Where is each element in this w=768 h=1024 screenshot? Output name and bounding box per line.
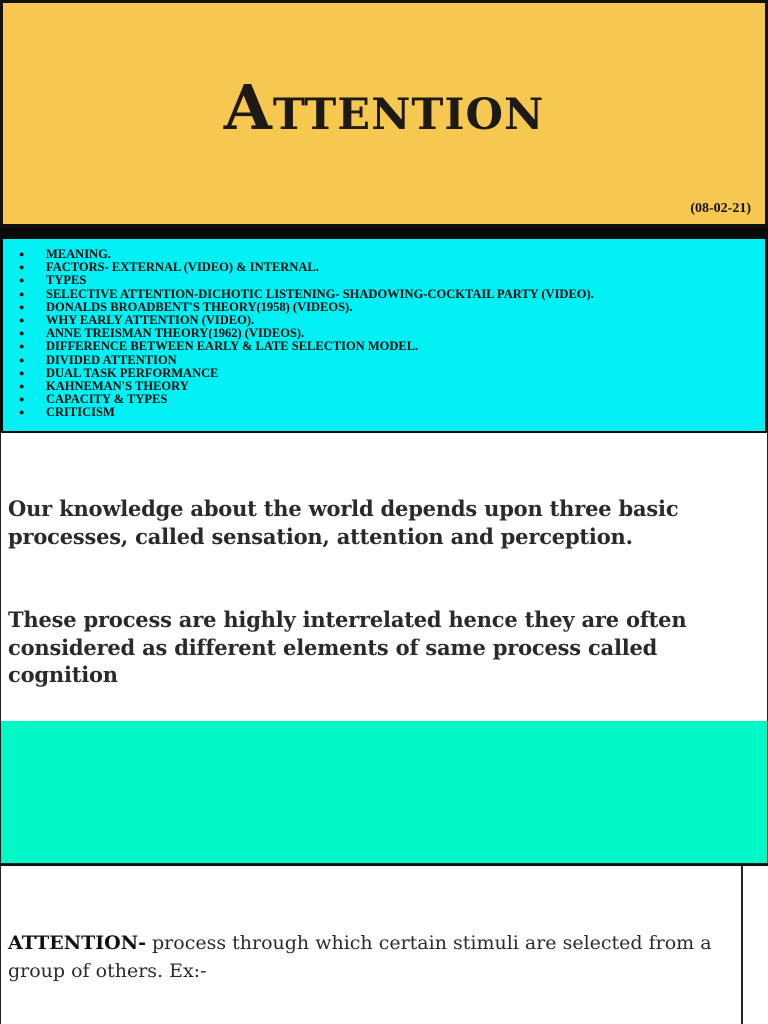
agenda-item: ● KAHNEMAN'S THEORY bbox=[19, 378, 189, 393]
agenda-item: ● DIFFERENCE BETWEEN EARLY & LATE SELECTION MODEL. bbox=[19, 339, 419, 354]
agenda-item: ● CAPACITY & TYPES bbox=[19, 392, 168, 407]
agenda-slide bbox=[0, 236, 768, 434]
bullet-icon: ● bbox=[19, 341, 25, 352]
bullet-icon: ● bbox=[19, 407, 25, 418]
bullet-icon: ● bbox=[19, 380, 25, 391]
intro-paragraph: Our knowledge about the world depends upon three basic processes, called sensation, attention and perception. bbox=[8, 496, 679, 549]
agenda-item: ● SELECTIVE ATTENTION-DICHOTIC LISTENING- SHADOWING-COCKTAIL PARTY (VIDEO). bbox=[19, 286, 594, 301]
title-slide bbox=[0, 0, 768, 228]
agenda-item: ● MEANING. bbox=[19, 247, 111, 261]
bullet-icon: ● bbox=[19, 288, 25, 299]
definition-body: process through which certain stimuli are selected from a group of others. Ex:- bbox=[8, 932, 712, 982]
bullet-icon: ● bbox=[19, 328, 25, 339]
page-title: Attention bbox=[223, 71, 545, 144]
bullet-icon: ● bbox=[19, 262, 25, 273]
intro-slide bbox=[0, 433, 768, 721]
bullet-icon: ● bbox=[19, 354, 25, 365]
bullet-icon: ● bbox=[19, 301, 25, 312]
agenda-item: ● DIVIDED ATTENTION bbox=[19, 352, 177, 367]
bullet-icon: ● bbox=[19, 314, 25, 325]
definition-slide bbox=[0, 866, 743, 1024]
agenda-item: ● DONALDS BROADBENT'S THEORY(1958) (VIDEOS). bbox=[19, 299, 353, 314]
agenda-item: ● ANNE TREISMAN THEORY(1962) (VIDEOS). bbox=[19, 326, 305, 341]
bullet-icon: ● bbox=[19, 394, 25, 405]
agenda-item: ● CRITICISM bbox=[19, 405, 115, 420]
agenda-item: ● FACTORS- EXTERNAL (VIDEO) & INTERNAL. bbox=[19, 260, 319, 275]
blank-slide-band bbox=[0, 721, 768, 864]
slide-date: (08-02-21) bbox=[690, 201, 751, 216]
definition-term: ATTENTION- bbox=[8, 932, 146, 954]
intro-paragraph: These process are highly interrelated hence they are often considered as different elements of same process called cognition bbox=[8, 607, 687, 687]
agenda-list bbox=[3, 239, 765, 419]
agenda-item: ● TYPES bbox=[19, 273, 87, 288]
bullet-icon: ● bbox=[19, 249, 25, 259]
bullet-icon: ● bbox=[19, 275, 25, 286]
definition-text bbox=[8, 929, 727, 985]
agenda-item: ● WHY EARLY ATTENTION (VIDEO). bbox=[19, 312, 255, 327]
bullet-icon: ● bbox=[19, 367, 25, 378]
agenda-item: ● DUAL TASK PERFORMANCE bbox=[19, 365, 219, 380]
